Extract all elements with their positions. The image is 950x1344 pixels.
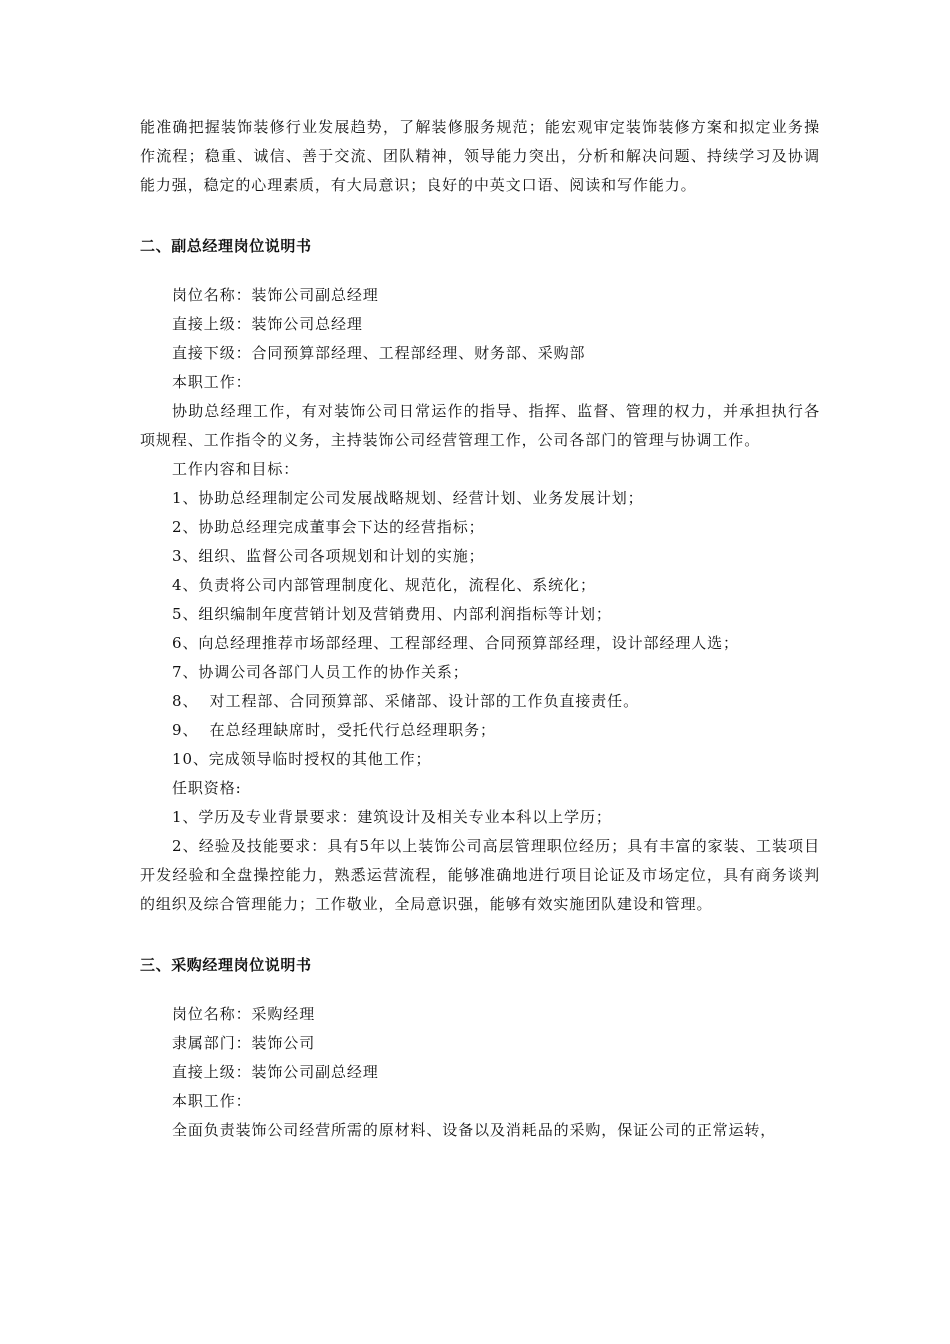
content-item: 6、向总经理推荐市场部经理、工程部经理、合同预算部经理，设计部经理人选；: [172, 634, 739, 652]
content-item: 3、组织、监督公司各项规划和计划的实施；: [172, 547, 485, 565]
content-item: 8、 对工程部、合同预算部、采储部、设计部的工作负直接责任。: [172, 692, 639, 710]
content-item: 9、 在总经理缺席时，受托代行总经理职务；: [172, 721, 496, 739]
content-item: 1、协助总经理制定公司发展战略规划、经营计划、业务发展计划；: [172, 489, 644, 507]
spacer: [140, 980, 820, 1000]
content-label: 工作内容和目标：: [172, 460, 300, 478]
content-item: 5、组织编制年度营销计划及营销费用、内部利润指标等计划；: [172, 605, 612, 623]
qualification-label: 任职资格:: [172, 779, 242, 797]
content-item: 7、协调公司各部门人员工作的协作关系；: [172, 663, 469, 681]
spacer: [140, 200, 820, 232]
spacer: [140, 261, 820, 281]
content-item: 10、完成领导临时授权的其他工作；: [172, 750, 432, 768]
section-2-heading: 二、副总经理岗位说明书: [140, 237, 312, 255]
department: 隶属部门：装饰公司: [172, 1034, 316, 1052]
direct-superior: 直接上级：装饰公司副总经理: [172, 1063, 379, 1081]
position-name: 岗位名称：采购经理: [172, 1005, 316, 1023]
duty-paragraph: 协助总经理工作，有对装饰公司日常运作的指导、指挥、监督、管理的权力，并承担执行各项规程、工作指令的义务，主持装饰公司经营管理工作，公司各部门的管理与协调工作。: [140, 402, 820, 449]
duty-label: 本职工作：: [172, 373, 252, 391]
position-name: 岗位名称：装饰公司副总经理: [172, 286, 379, 304]
content-item: 4、负责将公司内部管理制度化、规范化，流程化、系统化；: [172, 576, 596, 594]
direct-superior: 直接上级：装饰公司总经理: [172, 315, 363, 333]
section-3-heading: 三、采购经理岗位说明书: [140, 956, 312, 974]
duty-label: 本职工作：: [172, 1092, 252, 1110]
intro-paragraph: 能准确把握装饰装修行业发展趋势，了解装修服务规范；能宏观审定装饰装修方案和拟定业务操作流程；稳重、诚信、善于交流、团队精神，领导能力突出，分析和解决问题、持续学习及协调能力强，稳定的心理素质，有大局意识；良好的中英文口语、阅读和写作能力。: [140, 118, 820, 194]
direct-subordinates: 直接下级：合同预算部经理、工程部经理、财务部、采购部: [172, 344, 586, 362]
content-item: 2、协助总经理完成董事会下达的经营指标；: [172, 518, 485, 536]
spacer: [140, 919, 820, 951]
duty-paragraph: 全面负责装饰公司经营所需的原材料、设备以及消耗品的采购，保证公司的正常运转，: [172, 1121, 777, 1139]
qualification-paragraph: 2、经验及技能要求：具有5年以上装饰公司高层管理职位经历；具有丰富的家装、工装项目开发经验和全盘操控能力，熟悉运营流程，能够准确地进行项目论证及市场定位，具有商务谈判的组织及综合管理能力；工作敬业，全局意识强，能够有效实施团队建设和管理。: [140, 837, 820, 913]
qualification-item: 1、学历及专业背景要求：建筑设计及相关专业本科以上学历；: [172, 808, 612, 826]
document-page: [140, 113, 820, 1145]
